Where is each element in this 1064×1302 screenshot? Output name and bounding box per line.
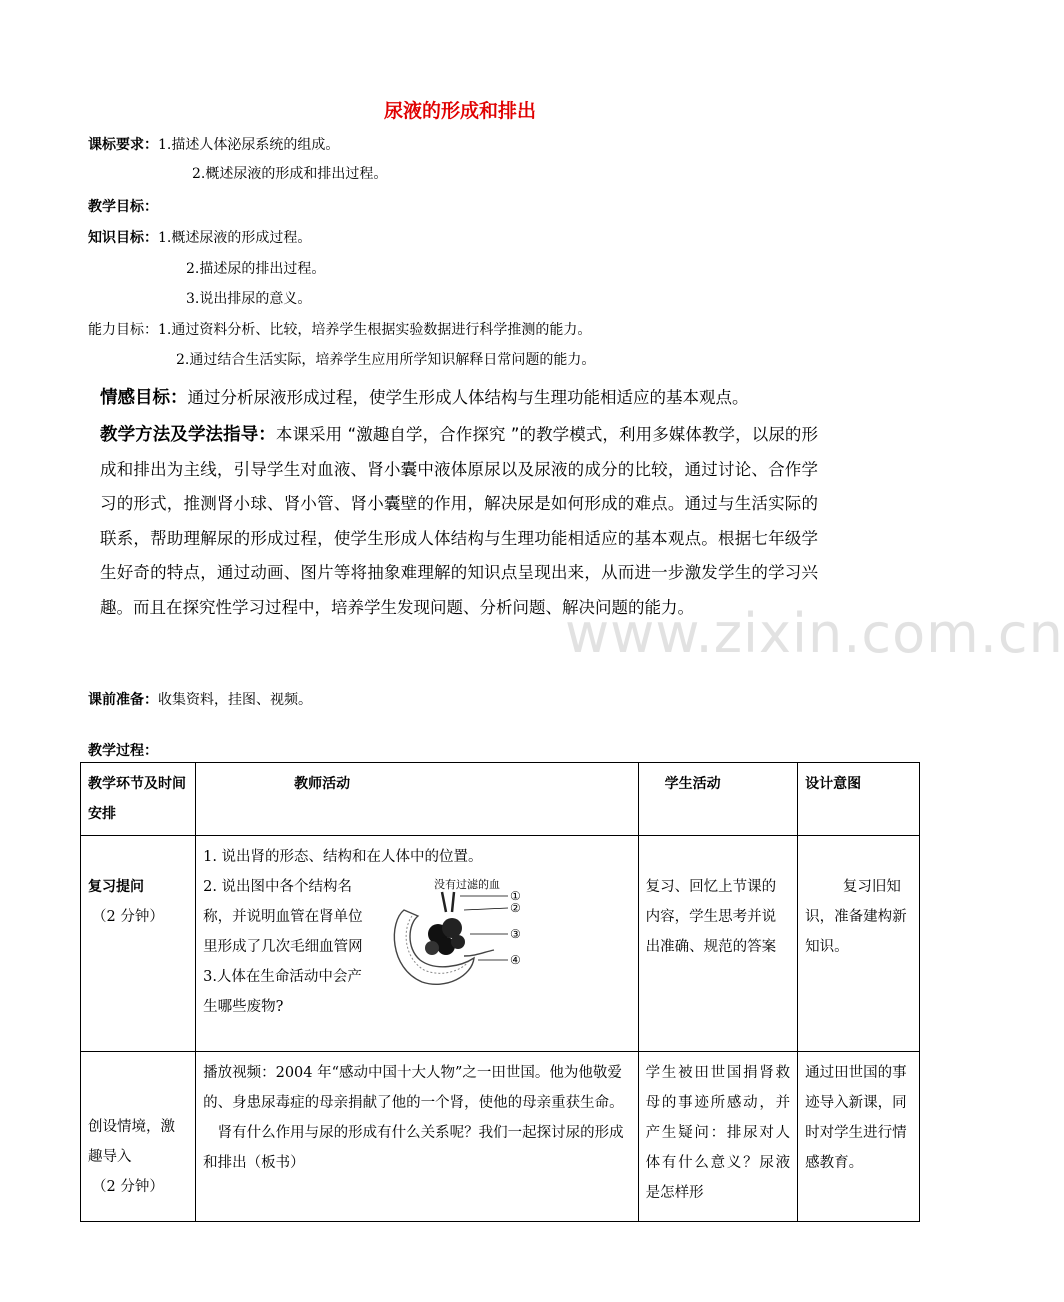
row2-time: （2 分钟） [92, 1179, 164, 1195]
table-row [81, 1052, 920, 1222]
prep-text: 收集资料，挂图、视频。 [158, 692, 312, 708]
figure-mark-4: ④ [510, 953, 521, 967]
row1-design: 复习旧知识，准备建构新知识。 [798, 836, 920, 1052]
knowledge-item-3: 3.说出排尿的意义。 [186, 291, 312, 307]
row1-time: （2 分钟） [92, 909, 164, 925]
row2-stage-cell [81, 1052, 196, 1222]
header-design: 设计意图 [798, 763, 920, 836]
method-text: 本课采用 “激趣自学，合作探究 ”的教学模式，利用多媒体教学，以尿的形成和排出为主线，引导学生对血液、肾小囊中液体原尿以及尿液的成分的比较，通过讨论、合作学习的形式，推测肾小球、肾小管、肾小囊壁的作用，解决尿是如何形成的难点。通过与生活实际的联系，帮助理解尿的形成过程，使学生形成人体结构与生理功能相适应的基本观点。根据七年级学生好奇的特点，通过动画、图片等将抽象难理解的知识点呈现出来，从而进一步激发学生的学习兴趣。而且在探究性学习过程中，培养学生发现问题、分析问题、解决问题的能力。 [100, 425, 818, 617]
table-row [81, 836, 920, 1052]
curriculum-item-1: 1.描述人体泌尿系统的组成。 [158, 137, 340, 153]
header-stage: 教学环节及时间安排 [81, 763, 196, 836]
ability-item-1: 1.通过资料分析、比较，培养学生根据实验数据进行科学推测的能力。 [158, 322, 592, 338]
process-label: 教学过程： [88, 743, 158, 759]
curriculum-row-1 [88, 135, 339, 155]
row2-teacher-p2: 肾有什么作用与尿的形成有什么关系呢？我们一起探讨尿的形成和排出（板书） [203, 1125, 624, 1171]
figure-mark-2: ② [510, 901, 521, 915]
row2-stage: 创设情境，激趣导入 [88, 1119, 175, 1165]
knowledge-item-2: 2.描述尿的排出过程。 [186, 261, 326, 277]
figure-label: 没有过滤的血 [434, 878, 501, 891]
figure-mark-3: ③ [510, 927, 521, 941]
knowledge-item-1: 1.概述尿液的形成过程。 [158, 230, 312, 246]
row1-teacher-q2: 2. 说出图中各个结构名称，并说明血管在肾单位里形成了几次毛细血管网 [203, 879, 363, 955]
nephron-diagram [384, 872, 554, 992]
figure-mark-1: ① [510, 889, 521, 903]
objectives-label: 教学目标： [88, 199, 158, 215]
watermark: www.zixin.com.cn [565, 602, 1064, 665]
method-label: 教学方法及学法指导： [100, 425, 276, 445]
row2-teacher-cell [196, 1052, 639, 1222]
ability-label: 能力目标： [88, 322, 158, 338]
knowledge-label: 知识目标： [88, 230, 158, 246]
page-title: 尿液的形成和排出 [383, 100, 536, 122]
emotion-row [100, 384, 749, 409]
row2-student: 学生被田世国捐肾救母的事迹所感动，并产生疑问：排尿对人体有什么意义？尿液是怎样形 [638, 1052, 798, 1222]
row2-teacher-p1: 播放视频：2004 年“感动中国十大人物”之一田世国。他为他敬爱的、身患尿毒症的母亲捐献了他的一个肾，使他的母亲重获生命。 [203, 1065, 624, 1111]
process-table [80, 762, 920, 1222]
row1-teacher-cell [196, 836, 639, 1052]
emotion-text: 通过分析尿液形成过程，使学生形成人体结构与生理功能相适应的基本观点。 [187, 388, 749, 407]
prep-label: 课前准备： [88, 692, 158, 708]
emotion-label: 情感目标： [100, 388, 188, 408]
method-paragraph [100, 418, 818, 625]
row2-design: 通过田世国的事迹导入新课，同时对学生进行情感教育。 [798, 1052, 920, 1222]
header-teacher: 教师活动 [196, 763, 639, 836]
row1-teacher-q1: 1. 说出肾的形态、结构和在人体中的位置。 [203, 849, 483, 865]
ability-row-1 [88, 320, 591, 340]
table-header-row [81, 763, 920, 836]
row1-stage-cell [81, 836, 196, 1052]
header-student: 学生活动 [638, 763, 798, 836]
curriculum-item-2: 2.概述尿液的形成和排出过程。 [192, 166, 388, 182]
row1-student: 复习、回忆上节课的内容，学生思考并说出准确、规范的答案 [638, 836, 798, 1052]
knowledge-row-1 [88, 228, 311, 248]
row1-teacher-q3: 3.人体在生命活动中会产生哪些废物? [203, 969, 362, 1015]
prep-row [88, 690, 312, 710]
row1-stage: 复习提问 [88, 879, 144, 895]
ability-item-2: 2.通过结合生活实际，培养学生应用所学知识解释日常问题的能力。 [176, 352, 596, 368]
curriculum-label: 课标要求： [88, 137, 158, 153]
